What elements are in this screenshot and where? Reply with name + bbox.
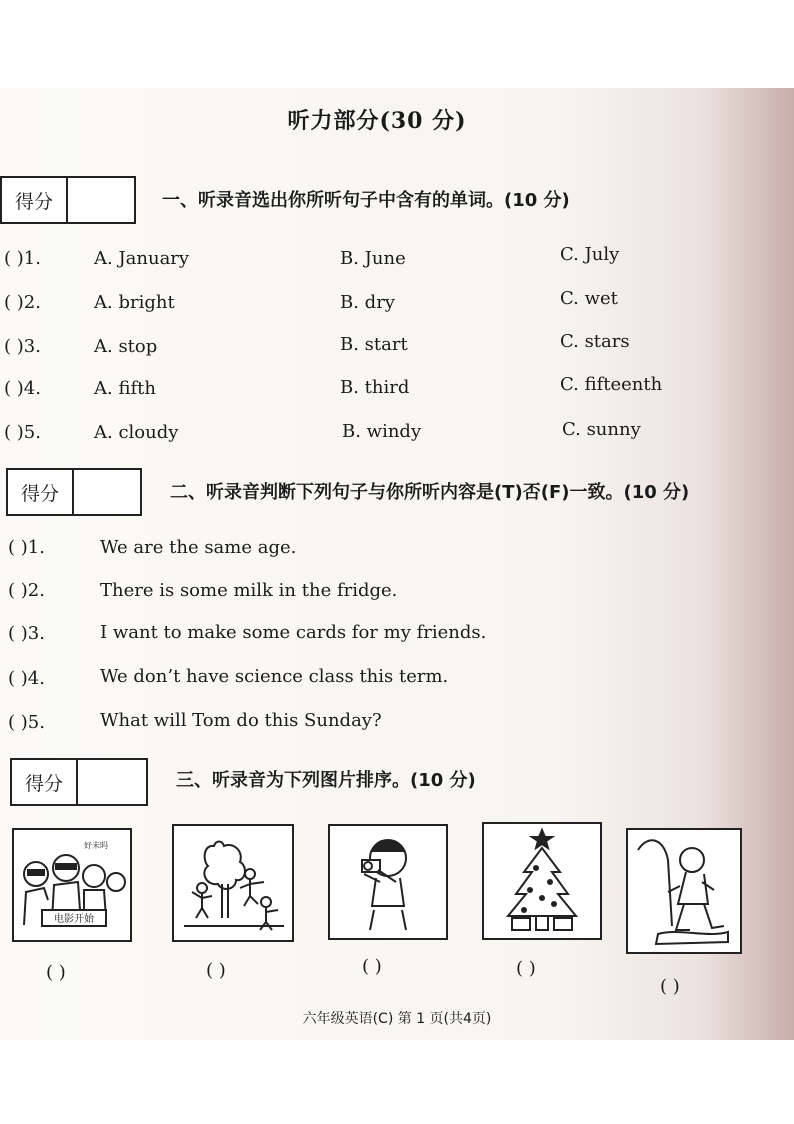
s1-q3-option-a: A. stop (94, 336, 158, 357)
s2-q4-text: We don’t have science class this term. (100, 666, 449, 687)
page-footer: 六年级英语(C) 第 1 页(共4页) (302, 1011, 492, 1027)
answer-paren-3[interactable]: ( ) (362, 956, 382, 977)
s1-q5-number: ( )5. (4, 422, 41, 443)
s1-q2-option-b: B. dry (340, 292, 395, 313)
exam-page (0, 88, 794, 1040)
s1-q5-option-c: C. sunny (562, 419, 641, 440)
answer-paren-4[interactable]: ( ) (516, 958, 536, 979)
section1-heading: 一、听录音选出你所听句子中含有的单词。(10 分) (162, 190, 570, 211)
score-label: 得分 (2, 178, 68, 222)
s1-q5-option-b: B. windy (342, 421, 422, 442)
score-blank[interactable] (74, 470, 140, 514)
s1-q1-option-c: C. July (560, 244, 620, 265)
page-title: 听力部分(30 分) (287, 108, 467, 134)
s2-q2-number: ( )2. (8, 580, 45, 601)
christmas-tree-icon (484, 824, 600, 938)
s1-q2-option-a: A. bright (94, 292, 175, 313)
s2-q3-number: ( )3. (8, 623, 45, 644)
picture-5 (626, 828, 742, 954)
picture-3 (328, 824, 448, 940)
s2-q2-text: There is some milk in the fridge. (100, 580, 398, 601)
s1-q3-number: ( )3. (4, 336, 41, 357)
score-blank[interactable] (68, 178, 134, 222)
picture-1 (12, 828, 132, 942)
s2-q1-text: We are the same age. (100, 537, 297, 558)
s1-q4-option-b: B. third (340, 377, 410, 398)
answer-paren-2[interactable]: ( ) (206, 960, 226, 981)
s1-q1-option-a: A. January (94, 248, 190, 269)
s2-q1-number: ( )1. (8, 537, 45, 558)
answer-paren-5[interactable]: ( ) (660, 976, 680, 997)
boy-taking-photo-icon (330, 826, 446, 938)
s1-q4-option-a: A. fifth (94, 378, 156, 399)
s2-q5-text: What will Tom do this Sunday? (100, 710, 382, 731)
s1-q2-number: ( )2. (4, 292, 41, 313)
s1-q5-option-a: A. cloudy (94, 422, 179, 443)
children-playing-tree-icon (174, 826, 292, 940)
section2-heading: 二、听录音判断下列句子与你所听内容是(T)否(F)一致。(10 分) (170, 482, 690, 503)
answer-paren-1[interactable]: ( ) (46, 962, 66, 983)
s1-q1-number: ( )1. (4, 248, 41, 269)
score-box-3 (10, 758, 148, 806)
score-box-1 (0, 176, 136, 224)
s1-q3-option-b: B. start (340, 334, 408, 355)
s1-q1-option-b: B. June (340, 248, 406, 269)
picture-2 (172, 824, 294, 942)
boy-fishing-icon (628, 830, 740, 952)
cinema-friends-icon (14, 830, 130, 940)
score-label: 得分 (12, 760, 78, 804)
score-label: 得分 (8, 470, 74, 514)
s1-q2-option-c: C. wet (560, 288, 618, 309)
bubble-text: 好未吗 (84, 841, 108, 850)
section3-heading: 三、听录音为下列图片排序。(10 分) (176, 770, 476, 791)
s1-q3-option-c: C. stars (560, 331, 630, 352)
score-blank[interactable] (78, 760, 146, 804)
picture-4 (482, 822, 602, 940)
s1-q4-option-c: C. fifteenth (560, 374, 663, 395)
s2-q3-text: I want to make some cards for my friends. (100, 622, 487, 643)
s2-q4-number: ( )4. (8, 668, 45, 689)
score-box-2 (6, 468, 142, 516)
s2-q5-number: ( )5. (8, 712, 45, 733)
s1-q4-number: ( )4. (4, 378, 41, 399)
sign-text: 电影开始 (54, 914, 94, 925)
